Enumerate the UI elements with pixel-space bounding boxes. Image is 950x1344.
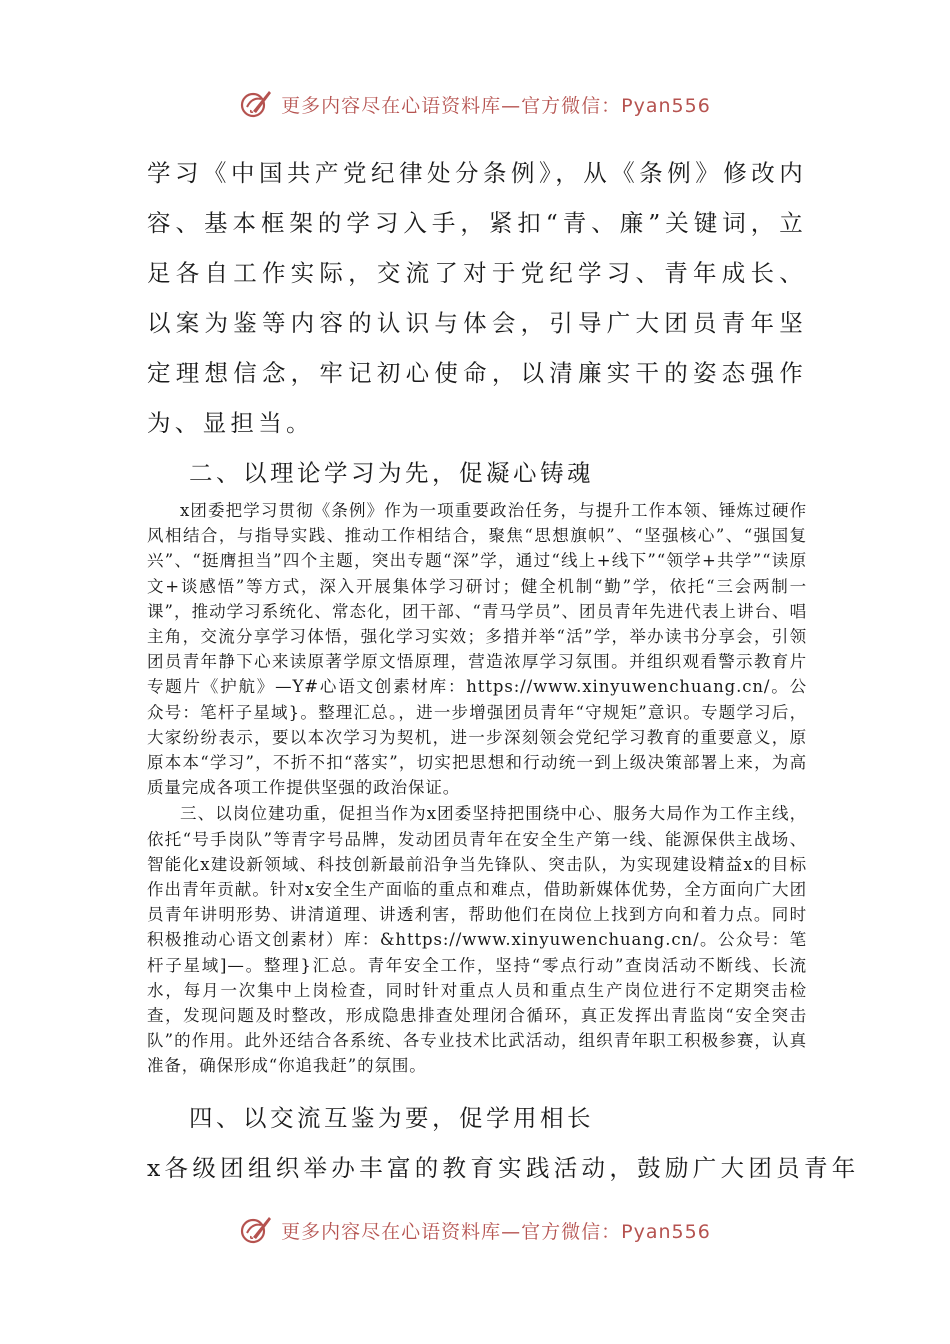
intro-paragraph: 学习《中国共产党纪律处分条例》，从《条例》修改内容、基本框架的学习入手，紧扣“青、廉”关键词，立足各自工作实际，交流了对于党纪学习、青年成长、以案为鉴等内容的认识与体会，引导广大团员青年坚定理想信念，牢记初心使命，以清廉实干的姿态强作为、显担当。: [147, 159, 807, 437]
section-4-paragraph: x各级团组织举办丰富的教育实践活动，鼓励广大团员青年: [147, 1153, 860, 1182]
watermark-text: 更多内容尽在心语资料库—官方微信：Pyan556: [281, 1220, 711, 1243]
section-heading-4: 四、以交流互鉴为要，促学用相长: [189, 1103, 594, 1132]
watermark-header: [0, 84, 950, 124]
section-2-paragraph: x团委把学习贯彻《条例》作为一项重要政治任务，与提升工作本领、锤炼过硬作风相结合，与指导实践、推动工作相结合，聚焦“思想旗帜”、“坚强核心”、“强国复兴”、“挺膺担当”四个主题，突出专题“深”学，通过“线上+线下”“领学+共学”“读原文+谈感悟”等方式，深入开展集体学习研讨；健全机制“勤”学，依托“三会两制一课”，推动学习系统化、常态化，团干部、“青马学员”、团员青年先进代表上讲台、唱主角，交流分享学习体悟，强化学习实效；多措并举“活”学，举办读书分享会，引领团员青年静下心来读原著学原文悟原理，营造浓厚学习氛围。并组织观看警示教育片专题片《护航》—Y#心语文创素材库：https://www.xinyuwenchuang.cn/。公众号：笔杆子星域}。整理汇总。，进一步增强团员青年“守规矩”意识。专题学习后，大家纷纷表示，要以本次学习为契机，进一步深刻领会党纪学习教育的重要意义，原原本本“学习”，不折不扣“落实”，切实把思想和行动统一到上级决策部署上来，为高质量完成各项工作提供坚强的政治保证。: [147, 501, 807, 798]
document-body: [147, 148, 860, 1193]
pen-nib-icon: [239, 1213, 273, 1247]
watermark-footer: [0, 1210, 950, 1250]
watermark-text: 更多内容尽在心语资料库—官方微信：Pyan556: [281, 94, 711, 117]
pen-nib-icon: [239, 87, 273, 121]
section-3-paragraph: 三、以岗位建功重，促担当作为x团委坚持把围绕中心、服务大局作为工作主线，依托“号手岗队”等青字号品牌，发动团员青年在安全生产第一线、能源保供主战场、智能化x建设新领域、科技创新最前沿争当先锋队、突击队，为实现建设精益x的目标作出青年贡献。针对x安全生产面临的重点和难点，借助新媒体优势，全方面向广大团员青年讲明形势、讲清道理、讲透利害，帮助他们在岗位上找到方向和着力点。同时积极推动心语文创素材）库：&https://www.xinyuwenchuang.cn/。公众号：笔杆子星域]—。整理}汇总。青年安全工作，坚持“零点行动”查岗活动不断线、长流水，每月一次集中上岗检查，同时针对重点人员和重点生产岗位进行不定期突击检查，发现问题及时整改，形成隐患排查处理闭合循环，真正发挥出青监岗“安全突击队”的作用。此外还结合各系统、各专业技术比武活动，组织青年职工积极参赛，认真准备，确保形成“你追我赶”的氛围。: [147, 804, 807, 1076]
section-heading-2: 二、以理论学习为先，促凝心铸魂: [189, 459, 594, 487]
